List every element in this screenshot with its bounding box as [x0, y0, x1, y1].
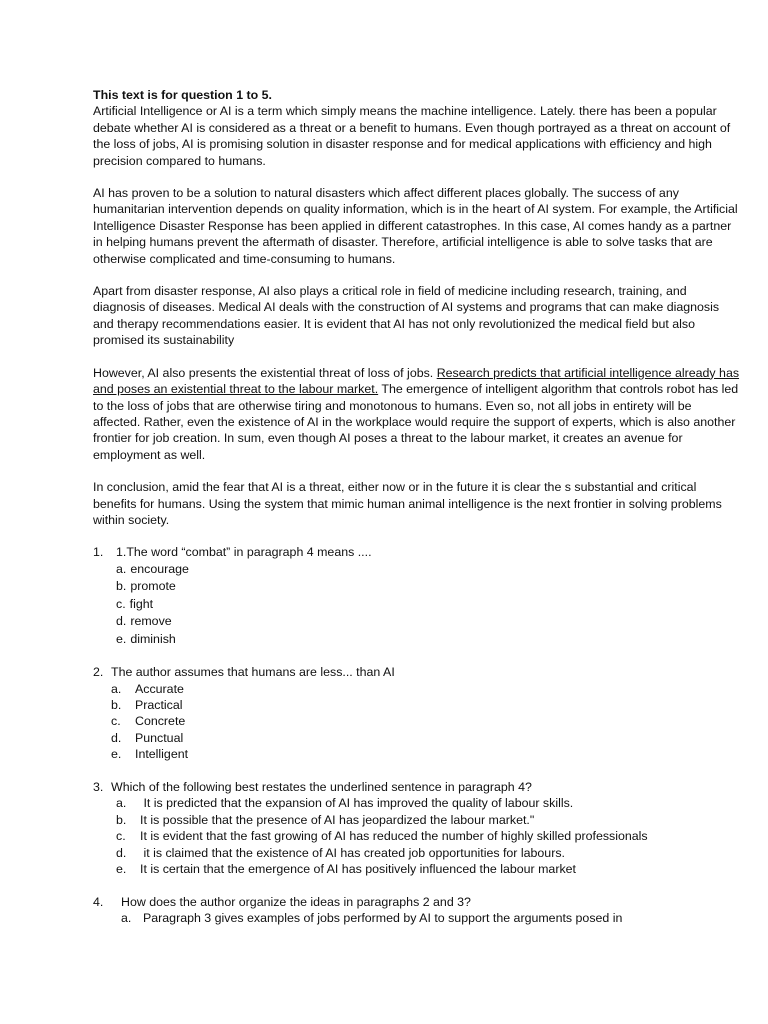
option-text: Punctual [135, 730, 184, 745]
option-text: Intelligent [135, 747, 189, 762]
question-2 [93, 664, 741, 762]
option-text: it is claimed that the existence of AI has created job opportunities for labours. [140, 845, 565, 860]
option-text: It is evident that the fast growing of AI has reduced the number of highly skilled professionals [140, 829, 648, 844]
option-letter: a. [121, 911, 132, 926]
paragraph-3-text: Apart from disaster response, AI also plays a critical role in field of medicine including research, training, and diagnosis of diseases. Medical AI deals with the construction of AI systems and programs that can make diagnosis and therapy recommendations easier. It is evident that AI has not only revolutionized the medical field but also promised its sustainability [93, 284, 720, 348]
option-letter: c. [116, 596, 126, 611]
question-text: How does the author organize the ideas in paragraphs 2 and 3? [121, 895, 471, 910]
option-letter: d. [116, 614, 127, 629]
answer-options [93, 795, 741, 878]
option-letter: e. [116, 862, 127, 877]
question-text: 1.The word “combat” in paragraph 4 means .... [116, 545, 372, 560]
option-text: Paragraph 3 gives examples of jobs performed by AI to support the arguments posed in [143, 911, 623, 926]
paragraph-1 [93, 103, 741, 169]
answer-option [93, 681, 741, 697]
question-number: 4. [93, 895, 104, 910]
question-stem [93, 544, 741, 560]
answer-option [93, 561, 741, 579]
question-1 [93, 544, 741, 648]
paragraph-2 [93, 185, 741, 267]
option-text: remove [130, 614, 172, 629]
option-text: Concrete [135, 714, 186, 729]
option-text: Accurate [135, 681, 184, 696]
answer-options [93, 910, 741, 926]
option-letter: a. [116, 796, 127, 811]
paragraph-3 [93, 283, 741, 349]
paragraph-2-text: AI has proven to be a solution to natural disasters which affect different places globally. The success of any humanitarian intervention depends on quality information, which is in the heart of AI system. For example, the Artificial Intelligence Disaster Response has been applied in different catastrophes. In this case, AI comes handy as a partner in helping humans prevent the aftermath of disaster. Therefore, artificial intelligence is able to solve tasks that are otherwise complicated and time-consuming to humans. [93, 186, 738, 266]
option-letter: e. [111, 747, 122, 762]
option-letter: b. [111, 698, 122, 713]
answer-option [93, 697, 741, 713]
option-letter: d. [116, 845, 127, 860]
underlined-sentence: Research predicts that artificial intelligence already has and poses an existential threat to the labour market. [93, 365, 740, 397]
paragraph-4 [93, 365, 741, 463]
answer-option [93, 578, 741, 596]
question-number: 1. [93, 545, 104, 560]
question-stem [93, 664, 741, 680]
question-number: 2. [93, 665, 104, 680]
answer-option [93, 812, 741, 829]
option-letter: b. [116, 579, 127, 594]
answer-option [93, 910, 741, 926]
option-text: Practical [135, 698, 183, 713]
paragraph-4-text [93, 365, 741, 463]
answer-option [93, 828, 741, 845]
answer-option [93, 631, 741, 649]
question-text: Which of the following best restates the underlined sentence in paragraph 4? [111, 779, 532, 794]
option-text: promote [130, 579, 176, 594]
answer-options [93, 561, 741, 649]
option-text: It is certain that the emergence of AI has positively influenced the labour market [140, 862, 576, 877]
option-letter: a. [116, 561, 127, 576]
answer-option [93, 861, 741, 878]
option-text: It is predicted that the expansion of AI has improved the quality of labour skills. [140, 796, 574, 811]
question-3 [93, 779, 741, 878]
option-letter: a. [111, 681, 122, 696]
answer-options [93, 681, 741, 763]
question-text: The author assumes that humans are less... than AI [111, 665, 395, 680]
option-text: It is possible that the presence of AI has jeopardized the labour market." [140, 812, 535, 827]
option-letter: b. [116, 812, 127, 827]
text-heading: This text is for question 1 to 5. [93, 88, 272, 102]
option-text: encourage [130, 561, 189, 576]
answer-option [93, 845, 741, 862]
paragraph-5-text: In conclusion, amid the fear that AI is a threat, either now or in the future it is clear the s substantial and critical benefits for humans. Using the system that mimic human animal intelligence is the next frontier in solving problems within society. [93, 480, 722, 527]
question-stem [93, 894, 741, 910]
answer-option [93, 795, 741, 812]
answer-option [93, 613, 741, 631]
paragraph-4-intro: However, AI also presents the existential threat of loss of jobs. [93, 365, 437, 380]
option-text: fight [129, 596, 154, 611]
question-stem [93, 779, 741, 795]
question-number: 3. [93, 779, 104, 794]
answer-option [93, 713, 741, 729]
option-letter: c. [111, 714, 121, 729]
paragraph-5 [93, 479, 741, 528]
answer-option [93, 596, 741, 614]
question-4 [93, 894, 741, 927]
document-body [93, 87, 741, 943]
option-letter: c. [116, 829, 126, 844]
option-letter: d. [111, 730, 122, 745]
option-letter: e. [116, 631, 127, 646]
answer-option [93, 746, 741, 762]
option-text: diminish [130, 631, 176, 646]
answer-option [93, 730, 741, 746]
paragraph-1-text: Artificial Intelligence or AI is a term which simply means the machine intelligence. Lately. there has been a popular debate whether AI is considered as a threat or a benefit to humans. Even though portrayed as a threat on account of the loss of jobs, AI is promising solution in disaster response and for medical applications with efficiency and high precision compared to humans. [93, 104, 731, 168]
paragraph-4-rest: The emergence of intelligent algorithm that controls robot has led to the loss of jobs that are otherwise tiring and monotonous to humans. Even so, not all jobs in entirety will be affected. Rather, even the existence of AI in the workplace would require the support of experts, which is also another frontier for job creation. In sum, even though AI poses a threat to the labour market, it creates an avenue for employment as well. [93, 382, 739, 462]
